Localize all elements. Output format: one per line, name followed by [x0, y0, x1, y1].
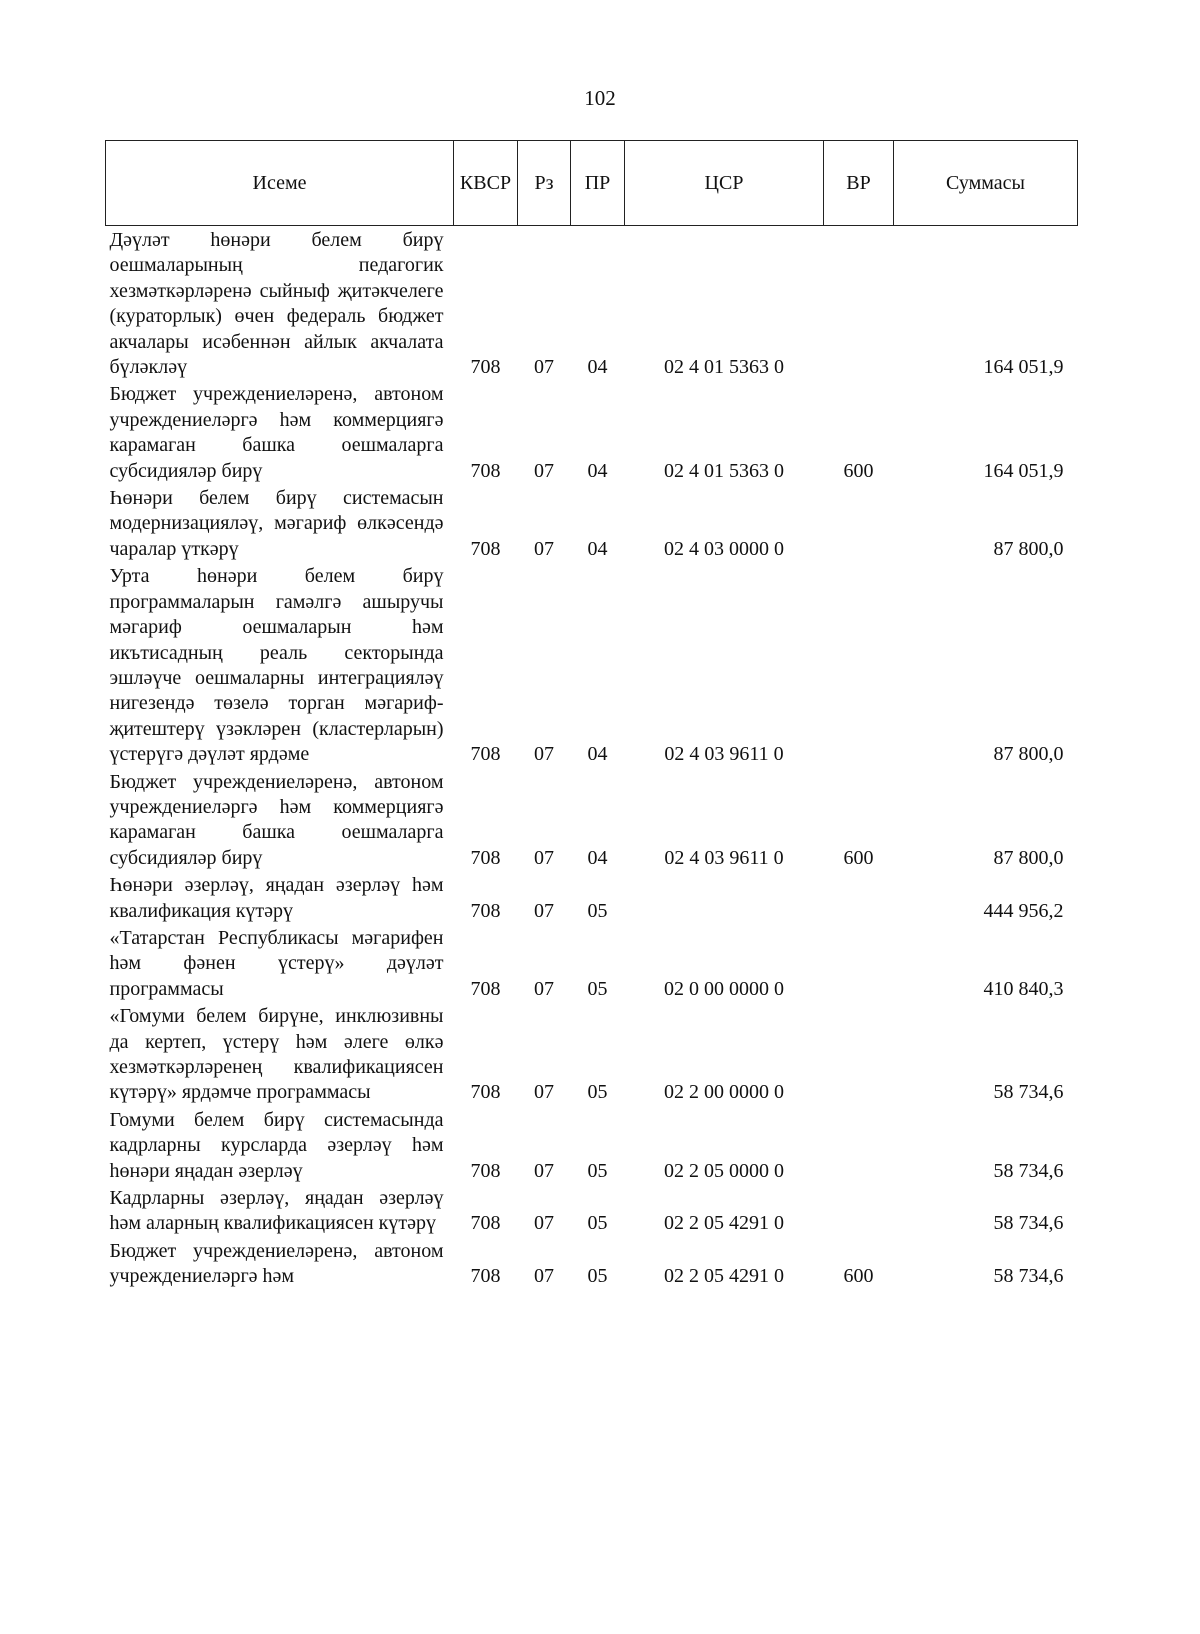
header-csr: ЦСР	[625, 141, 824, 226]
row-vr: 600	[843, 459, 874, 482]
row-vr	[824, 871, 894, 924]
row-csr: 02 2 05 4291 0	[664, 1212, 784, 1235]
row-amount: 444 956,2	[983, 899, 1064, 922]
row-rz: 07	[534, 459, 554, 482]
row-amount: 87 800,0	[993, 743, 1064, 766]
row-amount: 87 800,0	[993, 537, 1064, 560]
row-kvsr: 708	[470, 537, 501, 560]
row-amount: 87 800,0	[993, 846, 1064, 869]
row-vr	[824, 1184, 894, 1237]
row-vr: 600	[843, 846, 874, 869]
row-kvsr: 708	[470, 1265, 501, 1288]
row-vr	[824, 924, 894, 1002]
row-rz: 07	[534, 1265, 554, 1288]
row-name: Һөнәри белем бирү системасын модернизацияләү, мәгариф өлкәсендә чаралар үткәрү	[109, 487, 444, 560]
row-csr: 02 2 05 4291 0	[664, 1265, 784, 1288]
row-csr: 02 4 03 0000 0	[664, 537, 784, 560]
table-header-row	[106, 141, 1078, 226]
header-vr: ВР	[824, 141, 894, 226]
row-pr: 05	[587, 1159, 608, 1182]
header-pr: ПР	[571, 141, 625, 226]
row-csr: 02 0 00 0000 0	[664, 977, 784, 1000]
row-pr: 04	[587, 459, 608, 482]
table-row	[106, 484, 1078, 562]
row-pr: 05	[587, 977, 608, 1000]
row-amount: 58 734,6	[993, 1265, 1064, 1288]
row-pr: 05	[587, 1212, 608, 1235]
row-pr: 04	[587, 743, 608, 766]
row-name: Һөнәри әзерләү, яңадан әзерләү һәм квалификация күтәрү	[109, 874, 444, 922]
row-kvsr: 708	[470, 1081, 501, 1104]
table-row	[106, 1002, 1078, 1106]
row-csr: 02 2 00 0000 0	[664, 1081, 784, 1104]
row-name: Кадрларны әзерләү, яңадан әзерләү һәм аларның квалификациясен күтәрү	[109, 1187, 444, 1235]
row-rz: 07	[534, 1081, 554, 1104]
row-pr: 04	[587, 356, 608, 379]
row-kvsr: 708	[470, 1212, 501, 1235]
row-csr	[625, 871, 824, 924]
table-row	[106, 562, 1078, 767]
row-amount: 164 051,9	[983, 356, 1064, 379]
table-row	[106, 1237, 1078, 1290]
row-rz: 07	[534, 899, 554, 922]
table-row	[106, 871, 1078, 924]
header-amount: Суммасы	[894, 141, 1078, 226]
row-rz: 07	[534, 743, 554, 766]
row-amount: 58 734,6	[993, 1081, 1064, 1104]
row-rz: 07	[534, 1159, 554, 1182]
row-kvsr: 708	[470, 459, 501, 482]
row-csr: 02 4 03 9611 0	[664, 743, 784, 766]
row-vr	[824, 1106, 894, 1184]
header-name: Исеме	[106, 141, 454, 226]
row-kvsr: 708	[470, 356, 501, 379]
table-row	[106, 1184, 1078, 1237]
table-row	[106, 226, 1078, 381]
row-name: Дәүләт һөнәри белем бирү оешмаларының педагогик хезмәткәрләренә сыйныф җитәкчелеге (кураторлык) өчен федераль бюджет акчалары исәбеннән айлык акчалата бүләкләү	[109, 229, 444, 379]
row-rz: 07	[534, 356, 554, 379]
row-kvsr: 708	[470, 1159, 501, 1182]
row-vr	[824, 562, 894, 767]
header-rz: Рз	[518, 141, 571, 226]
row-csr: 02 4 03 9611 0	[664, 846, 784, 869]
table-row	[106, 768, 1078, 872]
row-pr: 04	[587, 846, 608, 869]
header-kvsr: КВСР	[454, 141, 518, 226]
row-vr	[824, 226, 894, 381]
table-row	[106, 380, 1078, 484]
row-csr: 02 2 05 0000 0	[664, 1159, 784, 1182]
row-rz: 07	[534, 846, 554, 869]
row-amount: 58 734,6	[993, 1159, 1064, 1182]
row-pr: 05	[587, 1081, 608, 1104]
row-vr	[824, 1002, 894, 1106]
row-name: Урта һөнәри белем бирү программаларын гамәлгә ашыручы мәгариф оешмаларын һәм икътисадның реаль секторында эшләүче оешмаларны интеграцияләү нигезендә төзелә торган мәгариф-җитештерү үзәкләрен (кластерларын) үстерүгә дәүләт ярдәме	[109, 565, 444, 766]
page-number: 102	[584, 86, 616, 110]
row-amount: 58 734,6	[993, 1212, 1064, 1235]
row-amount: 410 840,3	[983, 977, 1064, 1000]
row-pr: 04	[587, 537, 608, 560]
row-rz: 07	[534, 977, 554, 1000]
row-kvsr: 708	[470, 743, 501, 766]
row-csr: 02 4 01 5363 0	[664, 459, 784, 482]
row-vr	[824, 484, 894, 562]
row-pr: 05	[587, 1265, 608, 1288]
table-row	[106, 924, 1078, 1002]
row-name: Бюджет учреждениеләренә, автоном учреждениеләргә һәм	[109, 1239, 444, 1288]
row-rz: 07	[534, 537, 554, 560]
budget-table	[105, 140, 1078, 1290]
row-rz: 07	[534, 1212, 554, 1235]
row-amount: 164 051,9	[983, 459, 1064, 482]
row-name: «Татарстан Республикасы мәгарифен һәм фәнен үстерү» дәүләт программасы	[109, 926, 444, 1000]
row-vr: 600	[843, 1265, 874, 1288]
row-kvsr: 708	[470, 977, 501, 1000]
row-name: Бюджет учреждениеләренә, автоном учреждениеләргә һәм коммерциягә карамаган башка оешмаларга субсидияләр бирү	[109, 383, 444, 482]
row-kvsr: 708	[470, 846, 501, 869]
row-csr: 02 4 01 5363 0	[664, 356, 784, 379]
row-name: Бюджет учреждениеләренә, автоном учреждениеләргә һәм коммерциягә карамаган башка оешмаларга субсидияләр бирү	[109, 770, 444, 869]
row-pr: 05	[587, 899, 608, 922]
row-name: «Гомуми белем бирүне, инклюзивны да кертеп, үстерү һәм әлеге өлкә хезмәткәрләренең квалификациясен күтәрү» ярдәмче программасы	[109, 1005, 444, 1104]
row-kvsr: 708	[470, 899, 501, 922]
table-row	[106, 1106, 1078, 1184]
row-name: Гомуми белем бирү системасында кадрларны курсларда әзерләү һәм һөнәри яңадан әзерләү	[109, 1108, 444, 1182]
